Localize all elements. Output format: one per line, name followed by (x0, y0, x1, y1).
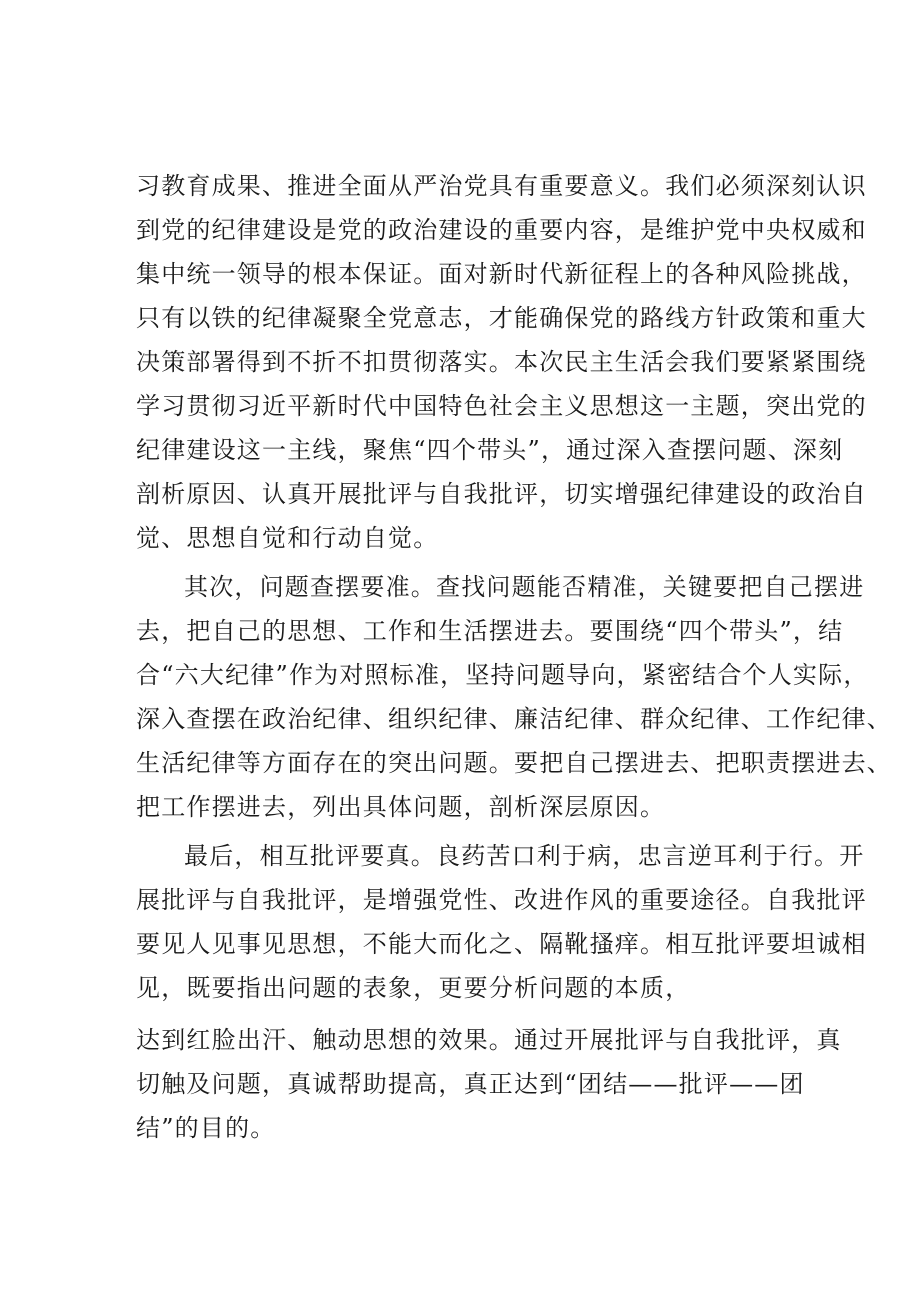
text-line: 剖析原因、认真开展批评与自我批评，切实增强纪律建设的政治自 (136, 480, 867, 508)
text-line: 见，既要指出问题的表象，更要分析问题的本质， (136, 974, 691, 1002)
text-line: 把工作摆进去，列出具体问题，剖析深层原因。 (136, 793, 666, 821)
text-line: 切触及问题，真诚帮助提高，真正达到“团结——批评——团 (136, 1070, 805, 1098)
text-line: 要见人见事见思想，不能大而化之、隔靴搔痒。相互批评要坦诚相 (136, 930, 867, 958)
text-line: 集中统一领导的根本保证。面对新时代新征程上的各种风险挑战， (136, 260, 867, 288)
paragraph-first-line: 最后，相互批评要真。良药苦口利于病，忠言逆耳利于行。开 (184, 842, 865, 870)
text-line: 决策部署得到不折不扣贯彻落实。本次民主生活会我们要紧紧围绕 (136, 348, 867, 376)
text-line: 展批评与自我批评，是增强党性、改进作风的重要途径。自我批评 (136, 886, 867, 914)
paragraph-first-line: 其次，问题查摆要准。查找问题能否精准，关键要把自己摆进 (184, 573, 865, 601)
text-line: 合“六大纪律”作为对照标准，坚持问题导向，紧密结合个人实际， (136, 661, 869, 689)
text-line: 到党的纪律建设是党的政治建设的重要内容，是维护党中央权威和 (136, 216, 867, 244)
text-line: 生活纪律等方面存在的突出问题。要把自己摆进去、把职责摆进去、 (136, 749, 892, 777)
text-line: 去，把自己的思想、工作和生活摆进去。要围绕“四个带头”，结 (136, 617, 844, 645)
text-line: 学习贯彻习近平新时代中国特色社会主义思想这一主题，突出党的 (136, 392, 867, 420)
text-line: 达到红脸出汗、触动思想的效果。通过开展批评与自我批评，真 (136, 1026, 842, 1054)
text-line: 结”的目的。 (136, 1114, 276, 1142)
text-line: 深入查摆在政治纪律、组织纪律、廉洁纪律、群众纪律、工作纪律、 (136, 705, 892, 733)
text-line: 纪律建设这一主线，聚焦“四个带头”，通过深入查摆问题、深刻 (136, 436, 844, 464)
text-line: 习教育成果、推进全面从严治党具有重要意义。我们必须深刻认识 (136, 172, 867, 200)
text-line: 只有以铁的纪律凝聚全党意志，才能确保党的路线方针政策和重大 (136, 304, 867, 332)
text-line: 觉、思想自觉和行动自觉。 (136, 524, 439, 552)
